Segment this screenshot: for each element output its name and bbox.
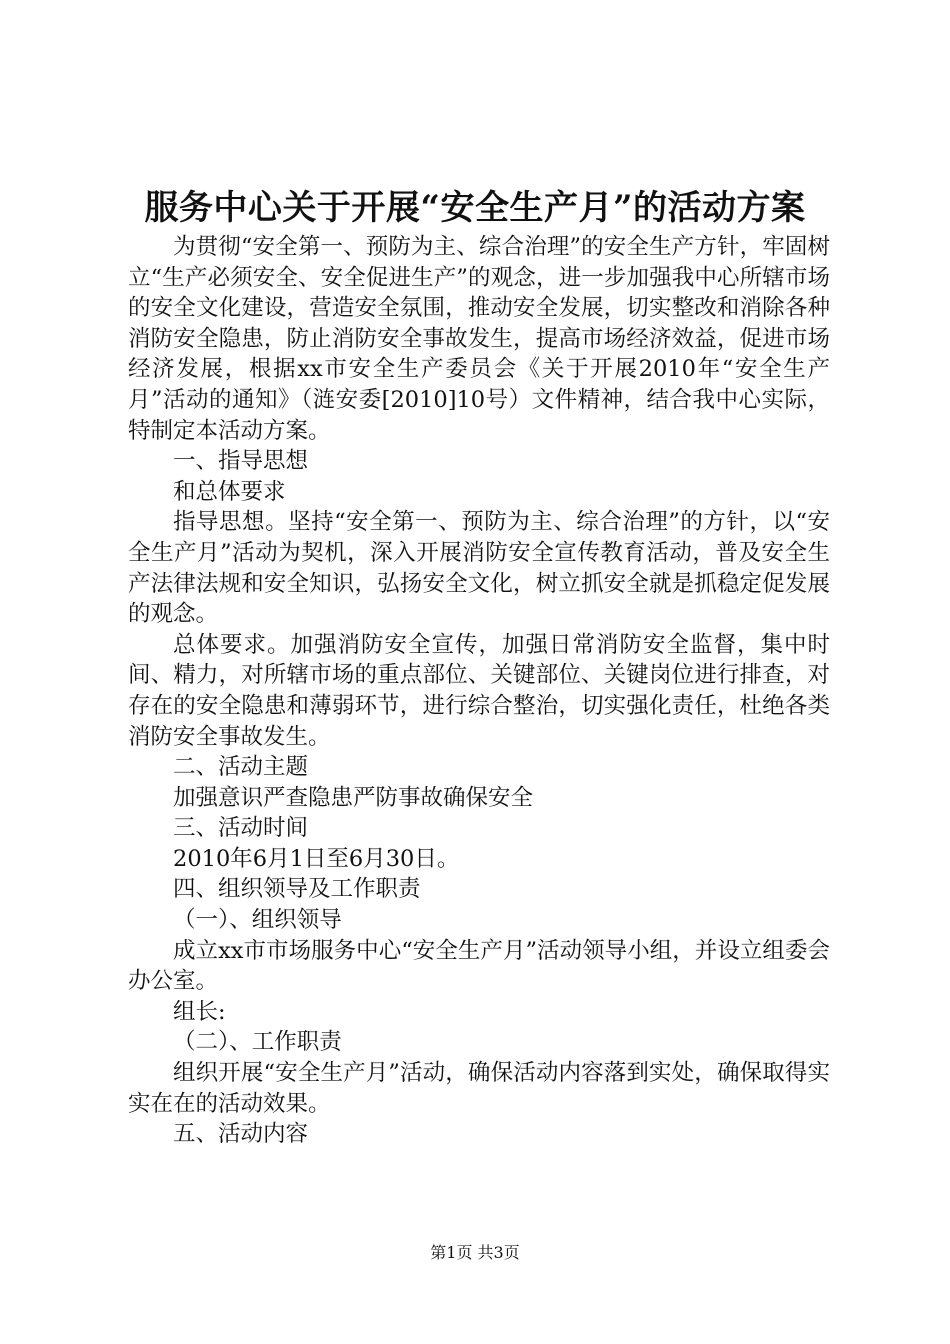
- intro-paragraph: 为贯彻“安全第一、预防为主、综合治理”的安全生产方针，牢固树立“生产必须安全、安全促进生产”的观念，进一步加强我中心所辖市场的安全文化建设，营造安全氛围，推动安全发展，切实整改和消除各种消防安全隐患，防止消防安全事故发生，提高市场经济效益，促进市场经济发展，根据xx市安全生产委员会《关于开展2010年“安全生产月”活动的通知》（涟安委[2010]10号）文件精神，结合我中心实际，特制定本活动方案。: [128, 234, 830, 444]
- section-heading-guiding-thought: 一、指导思想: [173, 448, 309, 475]
- team-leader-line: 组长:: [173, 998, 226, 1025]
- guiding-thought-paragraph: 指导思想。坚持“安全第一、预防为主、综合治理”的方针，以“安全生产月”活动为契机，深入开展消防安全宣传教育活动，普及安全生产法律法规和安全知识，弘扬安全文化，树立抓安全就是抓稳定促发展的观念。: [128, 509, 830, 628]
- section-heading-organization: 四、组织领导及工作职责: [173, 876, 421, 903]
- subsection-heading-leadership: （一）、组织领导: [173, 907, 342, 934]
- activity-theme-text: 加强意识严查隐患严防事故确保安全: [173, 784, 534, 811]
- section-heading-activity-time: 三、活动时间: [173, 815, 309, 842]
- subsection-heading-duties: （二）、工作职责: [173, 1029, 342, 1056]
- activity-time-text: 2010年6月1日至6月30日。: [173, 845, 460, 872]
- leadership-paragraph: 成立xx市市场服务中心“安全生产月”活动领导小组，并设立组委会办公室。: [128, 937, 830, 995]
- overall-requirements-paragraph: 总体要求。加强消防安全宣传，加强日常消防安全监督，集中时间、精力，对所辖市场的重点部位、关键部位、关键岗位进行排查，对存在的安全隐患和薄弱环节，进行综合整治，切实强化责任，杜绝各类消防安全事故发生。: [128, 631, 830, 750]
- document-title: 服务中心关于开展“安全生产月”的活动方案: [144, 188, 806, 228]
- section-heading-overall-requirements: 和总体要求: [173, 478, 286, 505]
- duties-paragraph: 组织开展“安全生产月”活动，确保活动内容落到实处，确保取得实实在在的活动效果。: [128, 1060, 830, 1117]
- document-body: [128, 232, 830, 1150]
- section-heading-activity-content: 五、活动内容: [173, 1121, 309, 1148]
- section-heading-activity-theme: 二、活动主题: [173, 754, 309, 781]
- page-number-footer: 第1页 共3页: [430, 1243, 520, 1262]
